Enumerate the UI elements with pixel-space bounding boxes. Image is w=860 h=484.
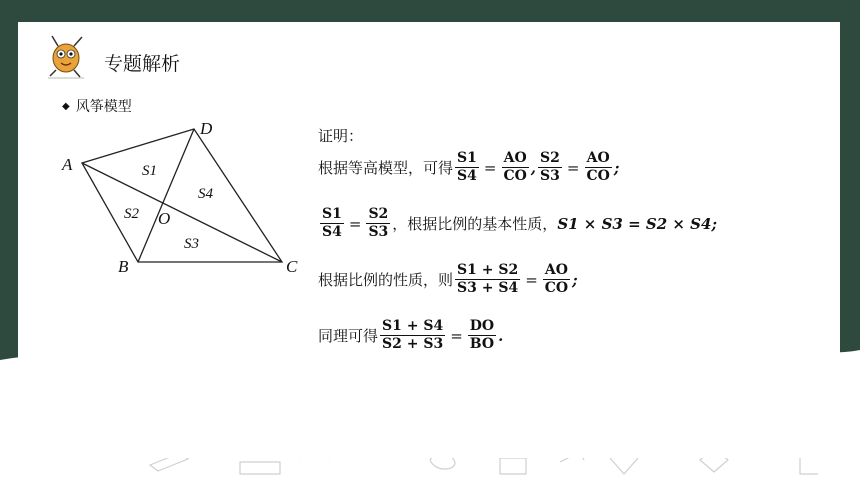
proof-line-4: 同理可得 $\frac{S1 + S4}{S2 + S3}$ = $\frac{DO}{BO}$ .: [318, 318, 504, 352]
fraction-sum-s1s2-s3s4: $\frac{S1 + S2}{S3 + S4}$: [457, 262, 519, 296]
diamond-bullet-icon: ◆: [62, 100, 70, 112]
point-a-label: A: [62, 155, 73, 174]
region-s4-label: S4: [198, 186, 213, 202]
section-label-text: 风筝模型: [75, 99, 132, 115]
point-o-label: O: [158, 209, 171, 228]
fraction-sum-s1s4-s2s3: $\frac{S1 + S4}{S2 + S3}$: [382, 318, 444, 352]
region-s2-label: S2: [124, 206, 139, 222]
fraction-do-bo: $\frac{DO}{BO}$: [469, 318, 495, 352]
fraction-s2-s3: $\frac{S2}{S3}$: [540, 150, 560, 184]
proof-line-3: 根据比例的性质，则 $\frac{S1 + S2}{S3 + S4}$ = $\frac{AO}{CO}$ ;: [318, 262, 578, 296]
proof-heading: 证明：: [318, 126, 364, 145]
mascot-bug-icon: [44, 34, 90, 80]
product-equation: S1 × S3 = S2 × S4: [557, 214, 712, 233]
point-b-label: B: [118, 257, 129, 276]
proof-line-1: 根据等高模型，可得 $\frac{S1}{S4}$ = $\frac{AO}{CO}$ , $\frac{S2}{S3}$ = $\frac{AO}{CO}$ ;: [318, 150, 620, 184]
proof-line-4-text: 同理可得: [318, 327, 379, 345]
section-label: [62, 96, 132, 116]
point-c-label: C: [286, 257, 298, 276]
fraction-s1-s4-b: $\frac{S1}{S4}$: [322, 206, 342, 240]
fraction-s2-s3-b: $\frac{S2}{S3}$: [368, 206, 389, 240]
kite-outline: [82, 129, 282, 262]
point-d-label: D: [200, 120, 213, 138]
proof-line-3-text: 根据比例的性质，则: [318, 271, 454, 289]
proof-line-2: $\frac{S1}{S4}$ = $\frac{S2}{S3}$ ，根据比例的基本性质， S1 × S3 = S2 × S4 ;: [322, 206, 717, 240]
fraction-ao-co-2: $\frac{AO}{CO}$: [586, 150, 610, 184]
region-s1-label: S1: [142, 163, 157, 179]
page-title: 专题解析: [104, 53, 181, 75]
kite-diagram: [58, 120, 308, 280]
proof-line-1-text: 根据等高模型，可得: [318, 159, 454, 177]
fraction-ao-co-3: $\frac{AO}{CO}$: [544, 262, 569, 296]
fraction-ao-co: $\frac{AO}{CO}$: [503, 150, 527, 184]
diagonal-ac: [82, 163, 282, 262]
region-s3-label: S3: [184, 236, 199, 252]
fraction-s1-s4: $\frac{S1}{S4}$: [457, 150, 477, 184]
proof-line-2-text: ，根据比例的基本性质，: [392, 215, 558, 233]
